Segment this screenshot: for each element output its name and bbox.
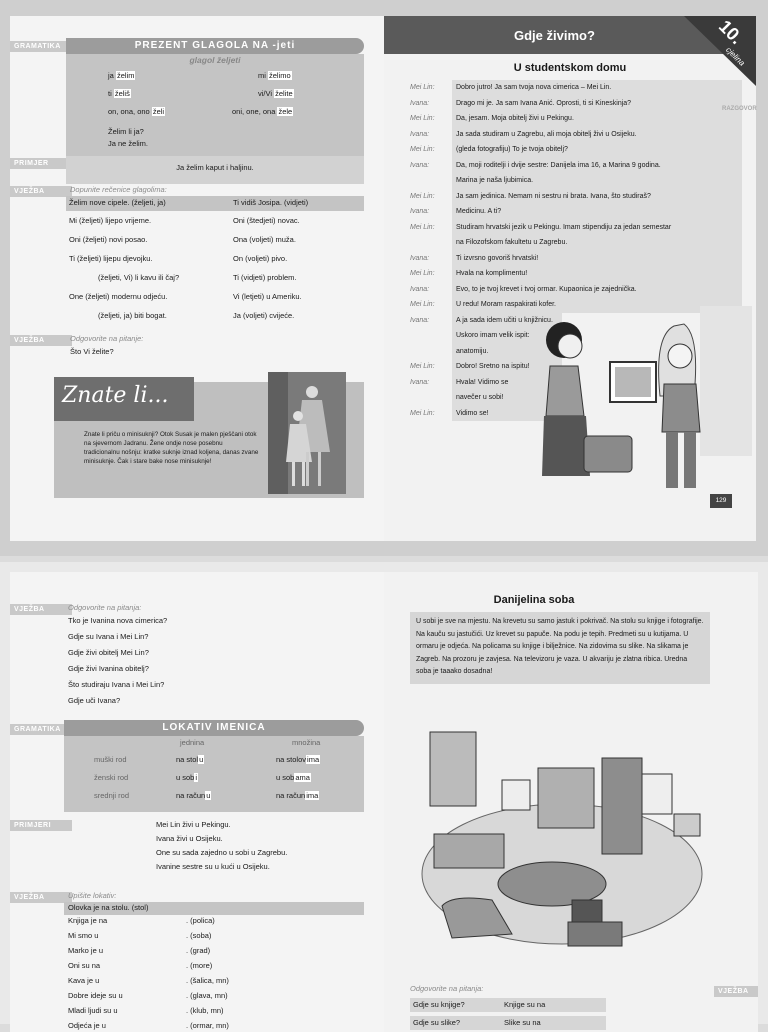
example-right: Ti vidiš Josipa. (vidjeti) [233,198,309,207]
lokativ-prompt: Dobre ideje su u [68,991,123,1000]
lokativ-hint: . (grad) [186,946,211,955]
room-description: U sobi je sve na mjestu. Na krevetu su samo jastuk i pokrivač. Na stolu su knjige i fotografije. Na kauču su jastučići. Uz krevet su papuče. Na podu je tepih. Predmeti su u kutijama. U ormaru je odjeća. Na policama su knjige i bilježnice. Na zidovima su slike. Na slikama je Zagreb. Na prozoru je zavjesa. Na televizoru je vaza. U akvariju je zlatna ribica. Uredna soba je taaako dosadna! [410,612,710,684]
lokativ-exercise [68,916,364,1032]
gramatika-tag: GRAMATIKA [10,724,72,735]
primjer-line: Ivana živi u Osijeku. [156,834,223,843]
lokativ-instruction: Upišite lokativ: [68,891,117,900]
znate-li-text: Znate li priču o minisuknji? Otok Susak je malen pješčani otok na sjevernom Jadranu. Žene ondje nose posebnu tradicionalnu nošnju: kratke suknje iznad koljena, danas zvane minisuknje. Čak i stare bake nose minisuknje! [84,431,259,465]
stem: na stolov [276,755,307,764]
gender-label: srednji rod [94,791,130,800]
costume-photo-icon [268,372,346,494]
ending: i [195,773,198,782]
lokativ-prompt: Oni su na [68,961,101,970]
col-mnozina: množina [292,738,321,747]
verb-form: želimo [269,71,291,80]
primjer-tag: PRIMJER [10,158,72,169]
speaker: Ivana: [410,161,430,169]
answer-question: Gdje su knjige? [413,1000,465,1009]
exercise-item: (željeti, Vi) li kavu ili čaj? [98,273,180,282]
question: Gdje živi obitelj Mei Lin? [68,648,149,657]
left-page-bottom [10,572,384,1032]
speaker: Mei Lin: [410,270,435,277]
section-title: U studentskom domu [513,62,627,74]
lokativ-prompt: Kava je u [68,976,100,985]
ending: ima [306,791,319,800]
primjer-line: Ivanine sestre su u kući u Osijeku. [156,862,270,871]
line-text: Hvala na komplimentu! [452,266,742,282]
ending: u [206,791,211,800]
pronoun: vi/Vi [258,89,273,98]
znate-li-box [54,382,364,498]
chapter-number: 10. [714,16,747,49]
conjugation-box [66,54,364,156]
lokativ-hint: . (šalica, mn) [186,976,229,985]
znate-li-banner [54,377,194,421]
znate-li-title: Znate li... [62,383,169,408]
question: Što studiraju Ivana i Mei Lin? [68,680,165,689]
students-illustration [524,306,752,496]
vjezba-tag: VJEŽBA [10,604,72,615]
exercise-instruction: Dopunite rečenice glagolima: [70,185,167,194]
exercise-item: (željeti, ja) biti bogat. [98,311,167,320]
exercise-rows [66,212,364,324]
lokativ-hint: . (glava, mn) [186,991,228,1000]
questions-instruction: Odgovorite na pitanja: [68,603,142,612]
speaker: Mei Lin: [410,223,435,231]
speaker: Ivana: [410,378,430,386]
verb-form: želim [116,71,135,80]
primjer-text: Ja želim kaput i haljinu. [176,163,254,172]
speaker: Mei Lin: [410,192,435,200]
exercise-item: Mi (željeti) lijepo vrijeme. [69,216,152,225]
line-text: A ja sada idem učiti u knjižnicu. [452,313,562,329]
line-text: Ja sada studiram u Zagrebu, ali moja obitelj živi u Osijeku. [452,127,742,143]
chapter-title: Gdje živimo? [514,28,595,43]
primjer-line: One su sada zajedno u sobi u Zagrebu. [156,848,288,857]
vjezba-tag: VJEŽBA [10,335,72,346]
speaker: Ivana: [410,208,430,215]
exercise-item: On (voljeti) pivo. [233,254,288,263]
bottom-spread [0,562,768,1030]
gender-label: ženski rod [94,773,129,782]
grammar-title: PREZENT GLAGOLA NA -jeti [66,38,364,54]
pronoun: on, ona, ono [108,107,150,116]
question: Gdje su Ivana i Mei Lin? [68,632,149,641]
verb-form: želi [152,107,165,116]
gramatika-tag: GRAMATIKA [10,41,72,52]
speaker: Ivana: [410,130,430,138]
line-text: na Filozofskom fakultetu u Zagrebu. [452,235,742,251]
question-example: Želim li ja? [108,127,144,136]
lokativ-hint: . (ormar, mn) [186,1021,229,1030]
line-text: Uskoro imam velik ispit: [452,328,562,344]
question-instruction: Odgovorite na pitanje: [70,334,144,343]
lokativ-example: Olovka je na stolu. (stol) [68,903,149,912]
verb-form: želiš [114,89,130,98]
stem: na račun [176,791,206,800]
lokativ-hint: . (polica) [186,916,215,925]
speaker: Mei Lin: [410,409,435,417]
vjezba-tag: VJEŽBA [10,892,72,903]
question: Tko je Ivanina nova cimerica? [68,616,168,625]
right-page-bottom [384,572,758,1032]
stem: u sob [276,773,295,782]
answers-instruction: Odgovorite na pitanja: [410,984,484,993]
gender-label: muški rod [94,755,127,764]
answer-start: Knjige su na [504,1000,546,1009]
exercise-item: Ti (željeti) lijepu djevojku. [69,254,153,263]
subtitle: glagol željeti [189,55,241,65]
line-text: Ti izvrsno govoriš hrvatski! [452,251,742,267]
verb-form: želite [275,89,293,98]
vjezba-tag: VJEŽBA [10,186,72,197]
speaker: Mei Lin: [410,84,435,91]
col-jednina: jednina [180,738,205,747]
stem: na račun [276,791,306,800]
lokativ-prompt: Knjiga je na [68,916,108,925]
line-text: (gleda fotografiju) To je tvoja obitelj? [452,142,742,158]
ending: ima [307,755,320,764]
lokativ-title: LOKATIV IMENICA [64,720,364,736]
primjer-line: Mei Lin živi u Pekingu. [156,820,231,829]
pronoun: mi [258,71,266,80]
line-text: Da, jesam. Moja obitelj živi u Pekingu. [452,111,742,127]
room-illustration [412,724,708,962]
exercise-header-row [66,196,364,211]
exercise-item: Ona (voljeti) muža. [233,235,296,244]
pronoun: ja [108,71,114,80]
stem: na stol [176,755,199,764]
exercise-item: Oni (štedjeti) novac. [233,216,300,225]
lokativ-hint: . (more) [186,961,213,970]
chapter-word: cjelina [724,45,747,68]
line-text: Da, moji roditelji i dvije sestre: Danijela ima 16, a Marina 9 godina. [452,158,742,174]
pronoun: ti [108,89,112,98]
line-text: U redu! Moram raspakirati kofer. [452,297,742,313]
question: Gdje živi Ivanina obitelj? [68,664,149,673]
line-text: anatomiju. [452,344,562,360]
line-text: Studiram hrvatski jezik u Pekingu. Imam stipendiju za jedan semestar [452,220,742,236]
room-title: Danijelina soba [493,594,575,606]
primjeri-tag: PRIMJERI [10,820,72,831]
lokativ-prompt: Marko je u [68,946,104,955]
right-page-top [384,16,756,541]
speaker: Ivana: [410,285,430,293]
line-text: navečer u sobi! [452,390,562,406]
stem: u sob [176,773,195,782]
speaker: Ivana: [410,254,430,262]
side-label: RAZGOVOR [722,106,757,112]
exercise-item: Ja (voljeti) cvijeće. [233,311,295,320]
speaker: Mei Lin: [410,146,435,153]
lokativ-prompt: Mladi ljudi su u [68,1006,118,1015]
answer-question: Gdje su slike? [413,1018,461,1027]
speaker: Ivana: [410,99,430,107]
example-left: Želim nove cipele. (željeti, ja) [69,198,166,207]
exercise-item: Oni (željeti) novi posao. [69,235,148,244]
negation-example: Ja ne želim. [108,139,149,148]
line-text: Dobro! Sretno na ispitu! [452,359,562,375]
line-text: Drago mi je. Ja sam Ivana Anić. Oprosti, ti si Kineskinja? [452,96,742,112]
exercise-item: One (željeti) modernu odjeću. [69,292,168,301]
lokativ-prompt: Mi smo u [68,931,99,940]
vjezba-tag: VJEŽBA [714,986,758,997]
exercise-item: Vi (letjeti) u Ameriku. [233,292,302,301]
line-text: Dobro jutro! Ja sam tvoja nova cimerica – Mei Lin. [452,80,742,96]
exercise-item: Ti (vidjeti) problem. [233,273,297,282]
line-text: Vidimo se! [452,406,562,422]
line-text: Ja sam jedinica. Nemam ni sestru ni brata. Ivana, što studiraš? [452,189,742,205]
girls-photo [268,372,346,494]
verb-form: žele [278,107,293,116]
speaker: Ivana: [410,316,430,324]
line-text: Hvala! Vidimo se [452,375,562,391]
line-text: Evo, to je tvoj krevet i tvoj ormar. Kupaonica je zajednička. [452,282,742,298]
pronoun: oni, one, ona [232,107,276,116]
speaker: Mei Lin: [410,363,435,370]
lokativ-hint: . (klub, mn) [186,1006,224,1015]
speaker: Mei Lin: [410,115,435,122]
lokativ-table [64,736,364,812]
question-text: Što Vi želite? [70,347,114,356]
left-page-top [10,16,384,541]
line-text: Medicinu. A ti? [452,204,742,220]
speaker: Mei Lin: [410,301,435,308]
question: Gdje uči Ivana? [68,696,121,705]
line-text: Marina je naša ljubimica. [452,173,742,189]
ending: ama [295,773,310,782]
lokativ-prompt: Odjeća je u [68,1021,106,1030]
answer-start: Slike su na [504,1018,541,1027]
ending: u [199,755,204,764]
page-number: 129 [710,494,732,508]
lokativ-hint: . (soba) [186,931,212,940]
